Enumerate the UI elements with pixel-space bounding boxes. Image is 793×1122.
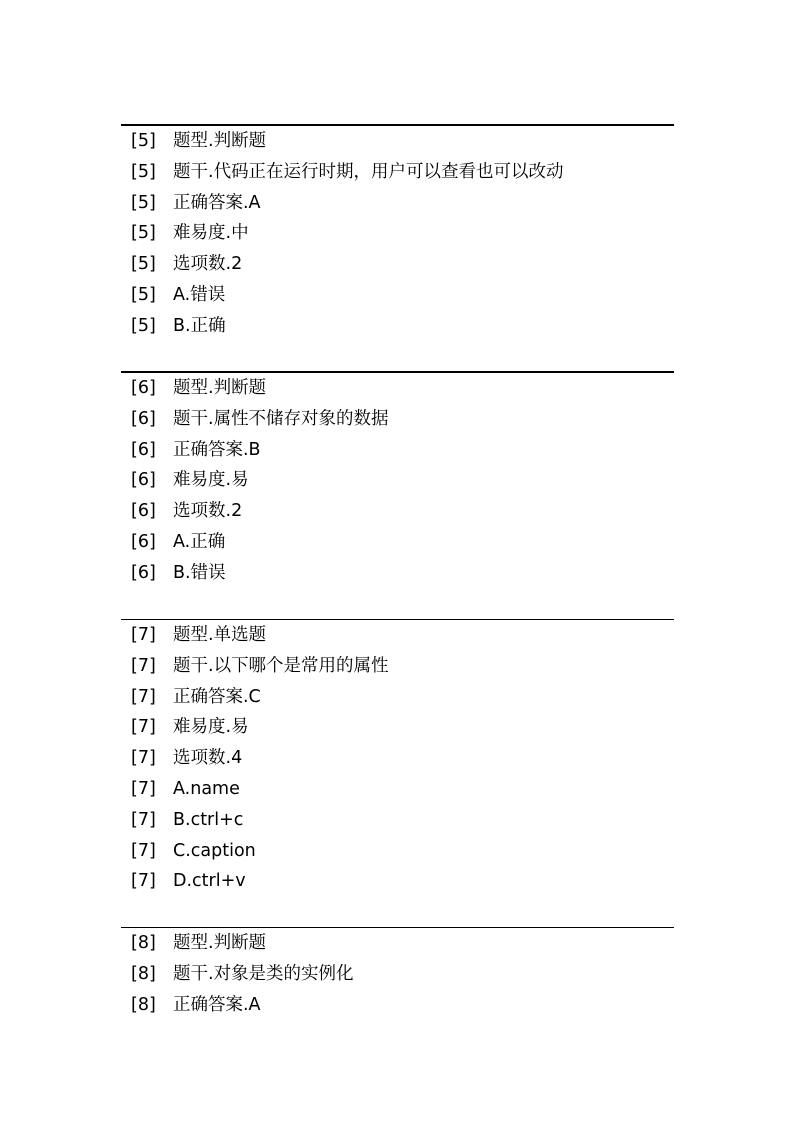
question-number: [7] bbox=[131, 686, 156, 707]
question-block-6 bbox=[121, 371, 674, 589]
question-stem: 题干.以下哪个是常用的属性 bbox=[173, 655, 389, 676]
question-option: B.ctrl+c bbox=[173, 809, 244, 830]
question-line bbox=[121, 990, 674, 1021]
question-option-count: 选项数.2 bbox=[173, 254, 243, 275]
question-number: [7] bbox=[131, 717, 156, 738]
question-line bbox=[121, 620, 674, 651]
question-line bbox=[121, 218, 674, 249]
question-number: [7] bbox=[131, 655, 156, 676]
question-number: [5] bbox=[131, 284, 156, 305]
question-number: [5] bbox=[131, 315, 156, 336]
question-number: [7] bbox=[131, 840, 156, 861]
question-option: A.name bbox=[173, 778, 240, 799]
question-option: A.错误 bbox=[173, 284, 226, 305]
question-number: [5] bbox=[131, 161, 156, 182]
question-line bbox=[121, 496, 674, 527]
question-line bbox=[121, 280, 674, 311]
question-option-count: 选项数.4 bbox=[173, 748, 243, 769]
question-option: B.正确 bbox=[173, 315, 226, 336]
question-line bbox=[121, 311, 674, 342]
question-number: [5] bbox=[131, 254, 156, 275]
question-number: [6] bbox=[131, 501, 156, 522]
question-number: [8] bbox=[131, 963, 156, 984]
question-block-8 bbox=[121, 927, 674, 1020]
question-line bbox=[121, 188, 674, 219]
question-number: [7] bbox=[131, 625, 156, 645]
question-line bbox=[121, 465, 674, 496]
question-option-count: 选项数.2 bbox=[173, 501, 243, 522]
question-number: [6] bbox=[131, 378, 156, 398]
question-answer: 正确答案.A bbox=[173, 994, 261, 1015]
question-number: [8] bbox=[131, 994, 156, 1015]
question-number: [6] bbox=[131, 562, 156, 583]
question-number: [6] bbox=[131, 408, 156, 429]
question-answer: 正确答案.A bbox=[173, 192, 261, 213]
question-type: 题型.判断题 bbox=[173, 933, 267, 953]
question-difficulty: 难易度.易 bbox=[173, 717, 249, 738]
question-number: [7] bbox=[131, 748, 156, 769]
question-answer: 正确答案.C bbox=[173, 686, 261, 707]
question-option: B.错误 bbox=[173, 562, 226, 583]
question-number: [5] bbox=[131, 131, 156, 151]
question-number: [7] bbox=[131, 871, 156, 892]
question-line bbox=[121, 866, 674, 897]
question-line bbox=[121, 157, 674, 188]
question-type: 题型.判断题 bbox=[173, 131, 267, 151]
question-number: [6] bbox=[131, 531, 156, 552]
question-line bbox=[121, 404, 674, 435]
question-line bbox=[121, 527, 674, 558]
question-type: 题型.单选题 bbox=[173, 625, 267, 645]
question-number: [5] bbox=[131, 223, 156, 244]
question-line bbox=[121, 249, 674, 280]
question-line bbox=[121, 558, 674, 589]
question-option: D.ctrl+v bbox=[173, 871, 246, 892]
question-line bbox=[121, 651, 674, 682]
question-option: A.正确 bbox=[173, 531, 226, 552]
question-line bbox=[121, 682, 674, 713]
question-block-7 bbox=[121, 619, 674, 897]
question-stem: 题干.属性不储存对象的数据 bbox=[173, 408, 389, 429]
question-line bbox=[121, 836, 674, 867]
question-line bbox=[121, 373, 674, 404]
question-number: [7] bbox=[131, 809, 156, 830]
question-answer: 正确答案.B bbox=[173, 439, 261, 460]
question-stem: 题干.对象是类的实例化 bbox=[173, 963, 354, 984]
question-line bbox=[121, 743, 674, 774]
question-line bbox=[121, 712, 674, 743]
question-number: [8] bbox=[131, 933, 156, 953]
question-stem: 题干.代码正在运行时期，用户可以查看也可以改动 bbox=[173, 161, 564, 182]
question-number: [7] bbox=[131, 778, 156, 799]
question-number: [6] bbox=[131, 439, 156, 460]
question-number: [6] bbox=[131, 470, 156, 491]
question-difficulty: 难易度.易 bbox=[173, 470, 249, 491]
question-number: [5] bbox=[131, 192, 156, 213]
question-line bbox=[121, 805, 674, 836]
question-type: 题型.判断题 bbox=[173, 378, 267, 398]
question-line bbox=[121, 959, 674, 990]
question-option: C.caption bbox=[173, 840, 256, 861]
question-line bbox=[121, 126, 674, 157]
question-line bbox=[121, 774, 674, 805]
question-block-5 bbox=[121, 124, 674, 342]
question-line bbox=[121, 928, 674, 959]
question-line bbox=[121, 435, 674, 466]
question-difficulty: 难易度.中 bbox=[173, 223, 249, 244]
